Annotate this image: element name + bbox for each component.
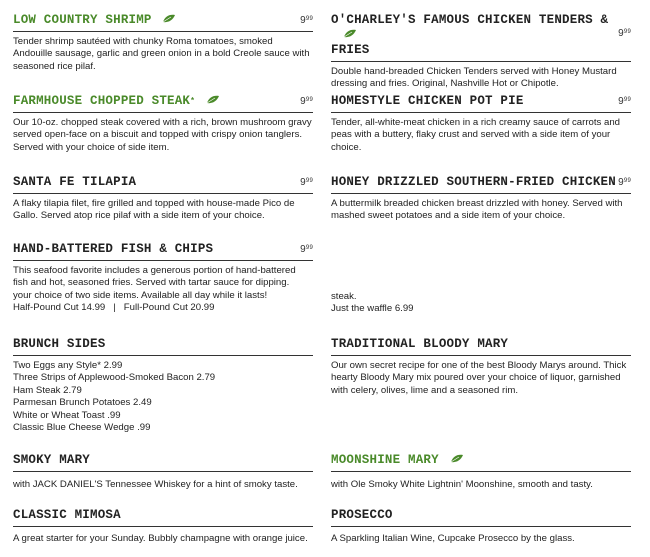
item-name: PROSECCO xyxy=(331,508,393,522)
item-name-line1: O'CHARLEY'S FAMOUS CHICKEN TENDERS & xyxy=(331,13,609,27)
fragment-line: Just the waffle 6.99 xyxy=(331,303,414,315)
item-name: HOMESTYLE CHICKEN POT PIE xyxy=(331,94,524,108)
item-line: your choice of two side items. Available all day while it lasts! xyxy=(13,289,268,301)
item-title xyxy=(13,13,313,32)
item-description: Double hand-breaded Chicken Tenders served with Honey Mustard dressing and fries. Original, Nashville Hot or Chipotle. xyxy=(331,66,617,90)
item-description: A great starter for your Sunday. Bubbly champagne with orange juice. xyxy=(13,533,308,544)
item-description: with Ole Smoky White Lightnin' Moonshine, smooth and tasty. xyxy=(331,479,593,490)
menu-item-prosecco xyxy=(331,508,631,545)
leaf-icon xyxy=(206,94,220,109)
menu-item-brunch-sides xyxy=(13,337,313,434)
menu-item-pot-pie xyxy=(331,94,631,154)
item-name: FARMHOUSE CHOPPED STEAK xyxy=(13,94,191,108)
item-description: Our 10-oz. chopped steak covered with a rich, brown mushroom gravy served open-face on a biscuit and topped with crispy onion tanglers. Served with your choice of side item. xyxy=(13,117,312,153)
item-prices-line: Half-Pound Cut 14.99 | Full-Pound Cut 20.99 xyxy=(13,302,215,314)
item-description: A Sparkling Italian Wine, Cupcake Prosecco by the glass. xyxy=(331,533,575,544)
list-item: Two Eggs any Style* 2.99 xyxy=(13,360,123,371)
leaf-icon xyxy=(450,453,464,468)
item-name: CLASSIC MIMOSA xyxy=(13,508,121,522)
brunch-sides-list xyxy=(13,360,313,434)
menu-item-low-country-shrimp xyxy=(13,13,313,73)
item-name: TRADITIONAL BLOODY MARY xyxy=(331,337,509,351)
item-description: A flaky tilapia filet, fire grilled and topped with house-made Pico de Gallo. Served atop rice pilaf with a side item of your choice. xyxy=(13,198,295,222)
item-name: MOONSHINE MARY xyxy=(331,453,439,467)
leaf-icon xyxy=(343,28,357,43)
menu-fragment xyxy=(331,291,631,316)
item-title xyxy=(13,175,313,194)
item-title xyxy=(13,94,313,113)
item-title xyxy=(13,508,313,527)
menu-item-smoky-mary xyxy=(13,453,313,491)
item-description: Tender shrimp sautéed with chunky Roma tomatoes, smoked Andouille sausage, garlic and green onion in a bold Creole sauce with seasoned rice pilaf. xyxy=(13,36,310,72)
item-title xyxy=(13,337,313,356)
allergy-star: * xyxy=(190,97,196,106)
item-name: HAND-BATTERED FISH & CHIPS xyxy=(13,242,214,256)
menu-item-moonshine-mary xyxy=(331,453,631,491)
menu-item-santa-fe-tilapia xyxy=(13,175,313,223)
item-title xyxy=(331,508,631,527)
fragment-line: steak. xyxy=(331,291,357,302)
item-name: BRUNCH SIDES xyxy=(13,337,106,351)
menu-item-farmhouse-steak xyxy=(13,94,313,154)
item-description: A buttermilk breaded chicken breast drizzled with honey. Served with mashed sweet potatoes and a side item of your choice. xyxy=(331,198,623,222)
item-name: SANTA FE TILAPIA xyxy=(13,175,137,189)
item-name: HONEY DRIZZLED SOUTHERN-FRIED CHICKEN xyxy=(331,175,616,189)
item-title xyxy=(13,242,313,261)
list-item: Three Strips of Applewood-Smoked Bacon 2.79 xyxy=(13,372,216,384)
menu-item-chicken-tenders xyxy=(331,13,631,91)
item-price: $9^{99}$ xyxy=(300,15,313,26)
item-price: $9^{99}$ xyxy=(300,244,313,255)
item-description: Our own secret recipe for one of the best Bloody Marys around. Thick hearty Bloody Mary mix poured over your choice of liquor, garnished with celery, olives, lime and a seasoned rim. xyxy=(331,360,627,396)
item-name: SMOKY MARY xyxy=(13,453,91,467)
menu-item-honey-chicken xyxy=(331,175,631,223)
leaf-icon xyxy=(162,13,176,28)
item-title xyxy=(331,94,631,113)
list-item: Ham Steak 2.79 xyxy=(13,384,82,396)
list-item: Parmesan Brunch Potatoes 2.49 xyxy=(13,397,152,409)
item-name: LOW COUNTRY SHRIMP xyxy=(13,13,152,27)
menu-item-bloody-mary xyxy=(331,337,631,397)
item-price: $9^{99}$ xyxy=(300,96,313,107)
item-price: $9^{99}$ xyxy=(300,177,313,188)
item-description: This seafood favorite includes a generous portion of hand-battered fish and hot, seasoned fries. Served with tartar sauce for dipping. xyxy=(13,265,296,289)
item-title xyxy=(331,175,631,194)
item-price: $9^{99}$ xyxy=(618,177,631,188)
menu-item-fish-chips xyxy=(13,242,313,315)
item-description: Tender, all-white-meat chicken in a rich creamy sauce of carrots and peas with a buttery, flaky crust and served with a side item of your choice. xyxy=(331,117,621,153)
item-title xyxy=(331,337,631,356)
item-price: $9^{99}$ xyxy=(618,96,631,107)
item-description: with JACK DANIEL'S Tennessee Whiskey for a hint of smoky taste. xyxy=(13,479,298,490)
list-item: White or Wheat Toast .99 xyxy=(13,409,121,421)
item-price: $9^{99}$ xyxy=(618,28,631,39)
list-item: Classic Blue Cheese Wedge .99 xyxy=(13,422,151,434)
item-title xyxy=(13,453,313,472)
item-name-line2: FRIES xyxy=(331,43,370,57)
item-title xyxy=(331,13,631,62)
item-title xyxy=(331,453,631,472)
menu-item-classic-mimosa xyxy=(13,508,313,545)
